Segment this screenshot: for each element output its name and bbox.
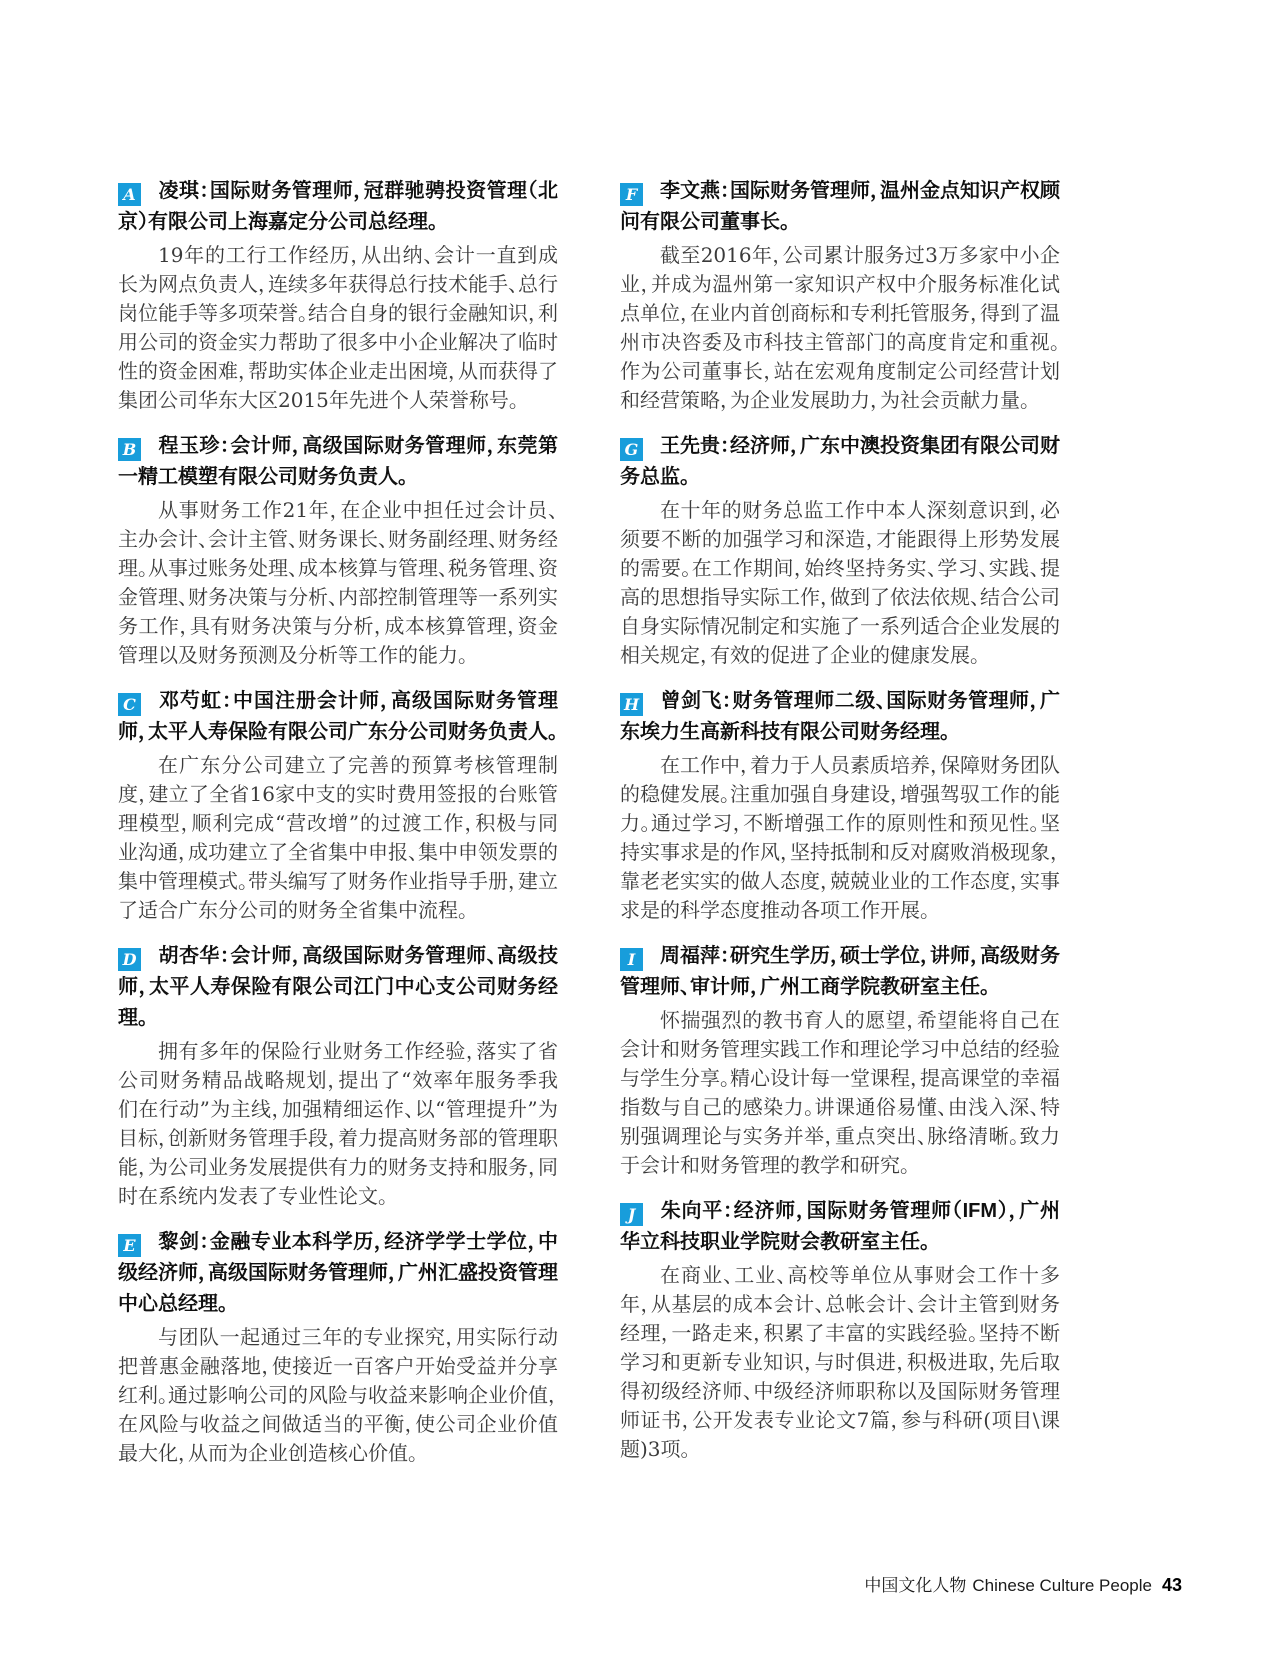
profile-body-text: 从事财务工作21年，在企业中担任过会计员、主办会计、会计主管、财务课长、财务副经理、财务经理。从事过账务处理、成本核算与管理、税务管理、资金管理、财务决策与分析、内部控制管理等一系列实务工作，具有财务决策与分析，成本核算管理，资金管理以及财务预测及分析等工作的能力。 bbox=[118, 498, 558, 667]
profile-body-text: 在十年的财务总监工作中本人深刻意识到，必须要不断的加强学习和深造，才能跟得上形势发展的需要。在工作期间，始终坚持务实、学习、实践、提高的思想指导实际工作，做到了依法依规、结合公司自身实际情况制定和实施了一系列适合企业发展的相关规定，有效的促进了企业的健康发展。 bbox=[620, 498, 1060, 667]
profile-title bbox=[118, 431, 558, 493]
left-column bbox=[118, 176, 558, 1484]
profile-title bbox=[118, 176, 558, 238]
profile-title-text: 邓芍虹：中国注册会计师，高级国际财务管理师，太平人寿保险有限公司广东分公司财务负责人。 bbox=[118, 690, 558, 743]
section-letter-badge: F bbox=[620, 183, 643, 206]
profile-title-text: 李文燕：国际财务管理师，温州金点知识产权顾问有限公司董事长。 bbox=[620, 180, 1060, 233]
profile-body-text: 拥有多年的保险行业财务工作经验，落实了省公司财务精品战略规划，提出了“效率年服务季我们在行动”为主线，加强精细运作、以“管理提升”为目标，创新财务管理手段，着力提高财务部的管理职能，为公司业务发展提供有力的财务支持和服务，同时在系统内发表了专业性论文。 bbox=[118, 1039, 558, 1208]
profile-title bbox=[620, 1196, 1060, 1258]
section-letter-badge: D bbox=[118, 948, 141, 971]
profile-section bbox=[620, 1196, 1060, 1464]
right-column bbox=[620, 176, 1060, 1484]
section-letter-badge: A bbox=[118, 183, 141, 206]
profile-body-text: 19年的工行工作经历，从出纳、会计一直到成长为网点负责人，连续多年获得总行技术能手、总行岗位能手等多项荣誉。结合自身的银行金融知识，利用公司的资金实力帮助了很多中小企业解决了临时性的资金困难，帮助实体企业走出困境，从而获得了集团公司华东大区2015年先进个人荣誉称号。 bbox=[118, 243, 558, 412]
profile-section bbox=[118, 1227, 558, 1468]
journal-name-en: Chinese Culture People bbox=[972, 1576, 1152, 1595]
page-footer bbox=[864, 1571, 1182, 1596]
section-letter-badge: E bbox=[118, 1234, 141, 1257]
profile-title-text: 王先贵：经济师，广东中澳投资集团有限公司财务总监。 bbox=[620, 435, 1060, 488]
profile-section bbox=[620, 176, 1060, 415]
profile-body-text: 怀揣强烈的教书育人的愿望，希望能将自己在会计和财务管理实践工作和理论学习中总结的经验与学生分享。精心设计每一堂课程，提高课堂的幸福指数与自己的感染力。讲课通俗易懂、由浅入深、特别强调理论与实务并举，重点突出、脉络清晰。致力于会计和财务管理的教学和研究。 bbox=[620, 1008, 1060, 1177]
profile-title-text: 胡杏华：会计师，高级国际财务管理师、高级技师，太平人寿保险有限公司江门中心支公司财务经理。 bbox=[118, 945, 558, 1029]
profile-title bbox=[620, 686, 1060, 748]
profile-section bbox=[620, 686, 1060, 925]
profile-title-text: 曾剑飞：财务管理师二级、国际财务管理师，广东埃力生高新科技有限公司财务经理。 bbox=[620, 690, 1060, 743]
profile-title bbox=[118, 1227, 558, 1320]
profile-section bbox=[118, 941, 558, 1211]
section-letter-badge: I bbox=[620, 948, 643, 971]
profile-section bbox=[620, 941, 1060, 1180]
section-letter-badge: C bbox=[118, 693, 141, 716]
profile-section bbox=[118, 431, 558, 670]
profile-title-text: 朱向平：经济师，国际财务管理师（IFM），广州华立科技职业学院财会教研室主任。 bbox=[620, 1200, 1060, 1253]
profile-title-text: 凌琪：国际财务管理师，冠群驰骋投资管理（北京）有限公司上海嘉定分公司总经理。 bbox=[118, 180, 558, 233]
section-letter-badge: G bbox=[620, 438, 643, 461]
profile-body-text: 截至2016年，公司累计服务过3万多家中小企业，并成为温州第一家知识产权中介服务标准化试点单位，在业内首创商标和专利托管服务，得到了温州市决咨委及市科技主管部门的高度肯定和重视。作为公司董事长，站在宏观角度制定公司经营计划和经营策略，为企业发展助力，为社会贡献力量。 bbox=[620, 243, 1060, 412]
profile-section bbox=[118, 176, 558, 415]
section-letter-badge: J bbox=[620, 1203, 643, 1226]
content-columns bbox=[118, 176, 1060, 1484]
profile-body-text: 与团队一起通过三年的专业探究，用实际行动把普惠金融落地，使接近一百客户开始受益并分享红利。通过影响公司的风险与收益来影响企业价值，在风险与收益之间做适当的平衡，使公司企业价值最大化，从而为企业创造核心价值。 bbox=[118, 1325, 558, 1465]
profile-title bbox=[118, 686, 558, 748]
profile-section bbox=[620, 431, 1060, 670]
page-number: 43 bbox=[1161, 1575, 1182, 1595]
section-letter-badge: H bbox=[620, 693, 643, 716]
section-letter-badge: B bbox=[118, 438, 141, 461]
profile-body-text: 在工作中，着力于人员素质培养，保障财务团队的稳健发展。注重加强自身建设，增强驾驭工作的能力。通过学习，不断增强工作的原则性和预见性。坚持实事求是的作风，坚持抵制和反对腐败消极现象，靠老老实实的做人态度，兢兢业业的工作态度，实事求是的科学态度推动各项工作开展。 bbox=[620, 753, 1060, 922]
profile-title-text: 黎剑：金融专业本科学历，经济学学士学位，中级经济师，高级国际财务管理师，广州汇盛投资管理中心总经理。 bbox=[118, 1231, 558, 1315]
profile-body-text: 在商业、工业、高校等单位从事财会工作十多年，从基层的成本会计、总帐会计、会计主管到财务经理，一路走来，积累了丰富的实践经验。坚持不断学习和更新专业知识，与时俱进，积极进取，先后取得初级经济师、中级经济师职称以及国际财务管理师证书，公开发表专业论文7篇，参与科研(项目\课题)3项。 bbox=[620, 1263, 1060, 1461]
profile-title bbox=[620, 176, 1060, 238]
profile-title-text: 程玉珍：会计师，高级国际财务管理师，东莞第一精工模塑有限公司财务负责人。 bbox=[118, 435, 558, 488]
profile-title-text: 周福萍：研究生学历，硕士学位，讲师，高级财务管理师、审计师，广州工商学院教研室主任。 bbox=[620, 945, 1060, 998]
journal-name-zh: 中国文化人物 bbox=[864, 1576, 967, 1595]
profile-title bbox=[620, 431, 1060, 493]
profile-title bbox=[118, 941, 558, 1034]
profile-title bbox=[620, 941, 1060, 1003]
profile-body-text: 在广东分公司建立了完善的预算考核管理制度，建立了全省16家中支的实时费用签报的台账管理模型，顺利完成“营改增”的过渡工作，积极与同业沟通，成功建立了全省集中申报、集中申领发票的集中管理模式。带头编写了财务作业指导手册，建立了适合广东分公司的财务全省集中流程。 bbox=[118, 753, 558, 922]
profile-section bbox=[118, 686, 558, 925]
